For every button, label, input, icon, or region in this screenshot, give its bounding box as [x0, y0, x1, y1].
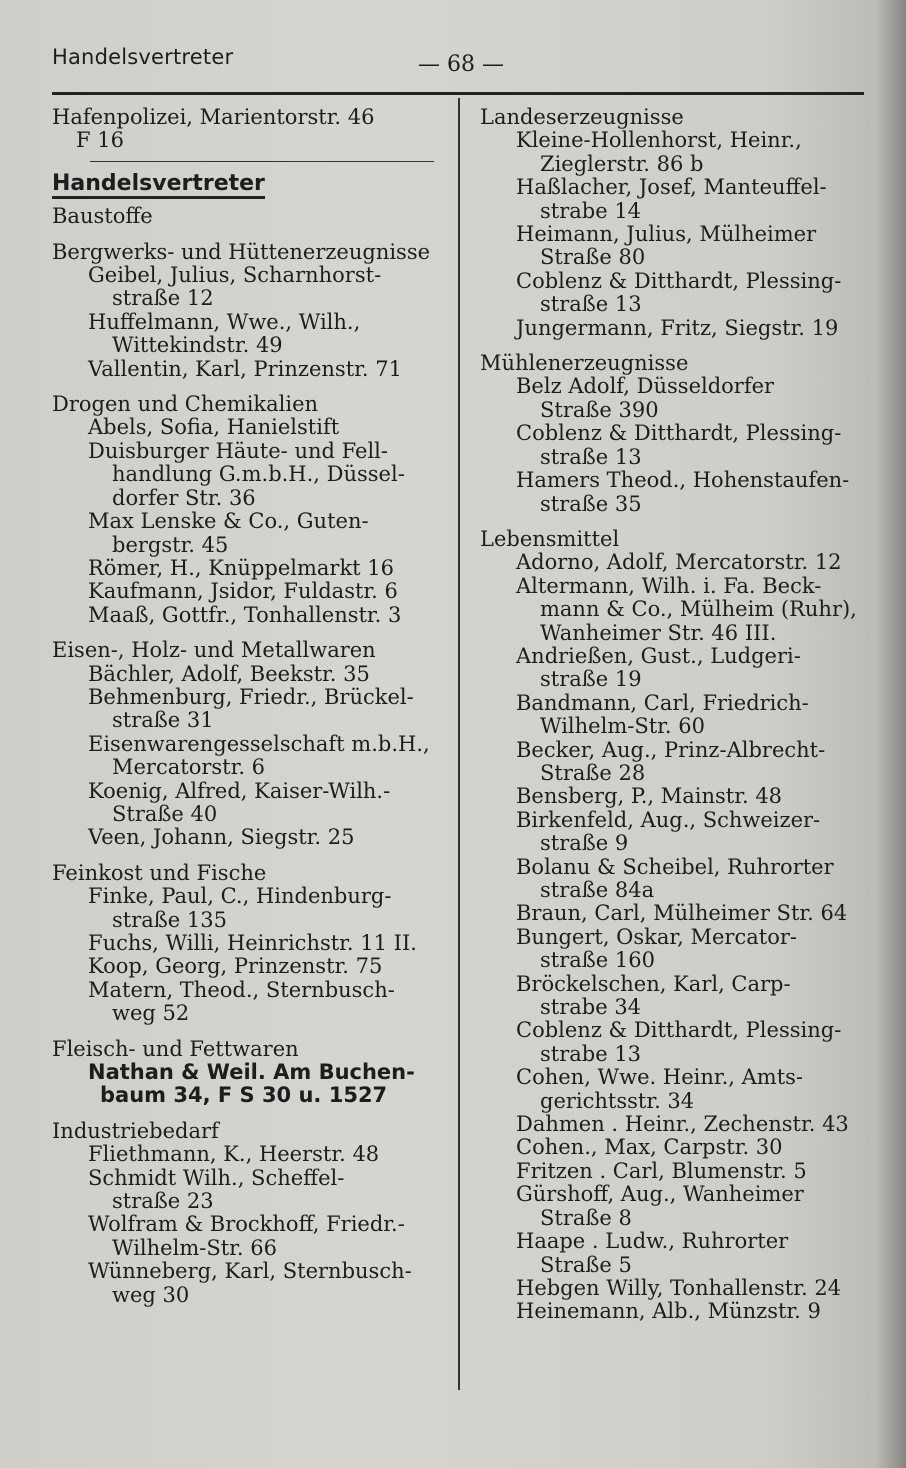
entry-line: Bensberg, P., Mainstr. 48	[516, 784, 783, 809]
directory-entry	[52, 1143, 448, 1166]
directory-entry	[52, 932, 448, 955]
category-heading: Mühlenerzeugnisse	[480, 351, 689, 376]
directory-entry	[480, 902, 876, 925]
entry-line: Geibel, Julius, Scharnhorst-	[88, 263, 382, 288]
entry-line: straße 9	[540, 831, 629, 856]
directory-entry	[52, 1167, 448, 1214]
directory-entry	[480, 1230, 876, 1277]
section-separator	[90, 161, 434, 162]
directory-entry	[480, 176, 876, 223]
directory-entry	[52, 358, 448, 381]
directory-entry	[52, 264, 448, 311]
running-title: Handelsvertreter	[52, 45, 234, 69]
section-title: Handelsvertreter	[52, 172, 265, 199]
directory-entry	[480, 1136, 876, 1159]
entry-line: straße 35	[540, 491, 642, 516]
directory-entry	[480, 317, 876, 340]
entry-line: Straße 28	[540, 760, 646, 785]
directory-entry	[480, 551, 876, 574]
entry-line: Koop, Georg, Prinzenstr. 75	[88, 954, 383, 979]
directory-entry	[480, 375, 876, 422]
entry-line: Dahmen . Heinr., Zechenstr. 43	[516, 1112, 849, 1137]
entry-line: Straße 5	[540, 1252, 632, 1277]
entry-line: Schmidt Wilh., Scheffel-	[88, 1165, 345, 1190]
entry-line: Koenig, Alfred, Kaiser-Wilh.-	[88, 778, 391, 803]
entry-line: Behmenburg, Friedr., Brückel-	[88, 684, 414, 709]
directory-entry	[480, 1183, 876, 1230]
entry-line: Haape . Ludw., Ruhrorter	[516, 1229, 789, 1254]
entry-line: strabe 13	[540, 1041, 642, 1066]
left-groups	[52, 205, 448, 1307]
category-heading: Feinkost und Fische	[52, 860, 267, 885]
entry-line: Straße 390	[540, 397, 659, 422]
entry-line: Coblenz & Ditthardt, Plessing-	[516, 268, 842, 293]
entry-line: straße 19	[540, 667, 642, 692]
directory-entry	[52, 885, 448, 932]
entry-line: Zieglerstr. 86 b	[540, 151, 704, 176]
directory-entry	[52, 311, 448, 358]
directory-entry	[480, 973, 876, 1020]
entry-line: Maaß, Gottfr., Tonhallenstr. 3	[88, 602, 402, 627]
entry-line: straße 12	[112, 286, 214, 311]
entry-line: Max Lenske & Co., Guten-	[88, 509, 369, 534]
binding-shadow	[876, 0, 906, 1468]
entry-line: straße 84a	[540, 878, 655, 902]
entry-line: Adorno, Adolf, Mercatorstr. 12	[516, 550, 842, 575]
entry-line: Coblenz & Ditthardt, Plessing-	[516, 1018, 842, 1043]
entry-line: mann & Co., Mülheim (Ruhr),	[540, 597, 857, 622]
category-heading: Fleisch- und Fettwaren	[52, 1036, 299, 1061]
directory-entry	[52, 955, 448, 978]
entry-line: Veen, Johann, Siegstr. 25	[88, 825, 355, 850]
directory-entry	[52, 663, 448, 686]
category-heading: Eisen-, Holz- und Metallwaren	[52, 638, 376, 663]
directory-entry	[480, 1113, 876, 1136]
directory-entry	[480, 223, 876, 270]
directory-entry	[52, 416, 448, 439]
entry-line: Bröckelschen, Karl, Carp-	[516, 971, 791, 996]
page-number: — 68 —	[418, 52, 504, 77]
directory-entry	[52, 826, 448, 849]
entry-line: Jungermann, Fritz, Siegstr. 19	[516, 315, 839, 340]
entry-line: Huffelmann, Wwe., Wilh.,	[88, 309, 361, 334]
entry-line: Wanheimer Str. 46 III.	[540, 620, 777, 645]
entry-line: Eisenwarengesselschaft m.b.H.,	[88, 731, 430, 756]
entry-line: Bolanu & Scheibel, Ruhrorter	[516, 854, 834, 879]
directory-entry	[480, 1300, 876, 1323]
entry-line: dorfer Str. 36	[112, 485, 256, 510]
entry-line: bergstr. 45	[112, 532, 229, 557]
category-heading: Industriebedarf	[52, 1118, 219, 1143]
directory-entry	[480, 645, 876, 692]
column-divider	[458, 98, 460, 1390]
entry-line: Cohen., Max, Carpstr. 30	[516, 1135, 783, 1160]
right-groups	[480, 106, 876, 1324]
entry-line: Braun, Carl, Mülheimer Str. 64	[516, 901, 848, 926]
entry-line: Fritzen . Carl, Blumenstr. 5	[516, 1158, 807, 1183]
directory-entry	[52, 604, 448, 627]
intro-line-2: F 16	[76, 128, 124, 153]
entry-line: Wittekindstr. 49	[112, 333, 283, 358]
entry-line: Römer, H., Knüppelmarkt 16	[88, 555, 395, 580]
category-heading: Drogen und Chemikalien	[52, 392, 319, 417]
entry-line: weg 30	[112, 1282, 190, 1307]
entry-line: Birkenfeld, Aug., Schweizer-	[516, 807, 821, 832]
directory-entry	[480, 422, 876, 469]
entry-line: Heimann, Julius, Mülheimer	[516, 222, 817, 247]
directory-entry	[52, 1213, 448, 1260]
directory-entry	[52, 440, 448, 510]
entry-line: Mercatorstr. 6	[112, 755, 266, 780]
directory-entry	[52, 1260, 448, 1307]
right-column	[480, 106, 876, 1324]
directory-entry	[52, 510, 448, 557]
directory-entry	[480, 1277, 876, 1300]
entry-line: Wolfram & Brockhoff, Friedr.-	[88, 1212, 405, 1237]
directory-entry	[480, 809, 876, 856]
directory-entry	[480, 1019, 876, 1066]
directory-entry	[52, 979, 448, 1026]
entry-line: Hamers Theod., Hohenstaufen-	[516, 468, 850, 493]
entry-line: Kleine-Hollenhorst, Heinr.,	[516, 128, 802, 153]
highlighted-entry-line: baum 34, F S 30 u. 1527	[100, 1083, 388, 1108]
entry-line: straße 23	[112, 1189, 214, 1214]
entry-line: Wilhelm-Str. 66	[112, 1235, 277, 1260]
category-heading: Bergwerks- und Hüttenerzeugnisse	[52, 239, 431, 264]
directory-entry	[480, 856, 876, 903]
entry-line: straße 135	[112, 907, 227, 932]
directory-entry	[52, 780, 448, 827]
directory-entry	[480, 575, 876, 645]
directory-entry	[480, 926, 876, 973]
directory-entry	[480, 469, 876, 516]
entry-line: Bächler, Adolf, Beekstr. 35	[88, 661, 370, 686]
directory-entry	[480, 785, 876, 808]
entry-line: Straße 80	[540, 245, 646, 270]
entry-line: Cohen, Wwe. Heinr., Amts-	[516, 1065, 804, 1090]
entry-line: Wünneberg, Karl, Sternbusch-	[88, 1259, 412, 1284]
category-heading: Landeserzeugnisse	[480, 105, 684, 129]
entry-line: Vallentin, Karl, Prinzenstr. 71	[88, 356, 402, 381]
entry-line: weg 52	[112, 1001, 190, 1026]
entry-line: Matern, Theod., Sternbusch-	[88, 977, 395, 1002]
entry-line: Bandmann, Carl, Friedrich-	[516, 690, 809, 715]
entry-line: Abels, Sofia, Hanielstift	[88, 415, 340, 440]
intro-entry	[52, 106, 448, 153]
directory-entry	[480, 739, 876, 786]
directory-entry	[480, 129, 876, 176]
entry-line: straße 160	[540, 948, 655, 973]
entry-line: Belz Adolf, Düsseldorfer	[516, 374, 775, 399]
entry-line: Bungert, Oskar, Mercator-	[516, 924, 797, 949]
directory-entry	[480, 270, 876, 317]
entry-line: straße 13	[540, 444, 642, 469]
intro-line-1: Hafenpolizei, Marientorstr. 46	[52, 105, 375, 129]
entry-line: gerichtsstr. 34	[540, 1088, 695, 1113]
directory-entry	[480, 1160, 876, 1183]
entry-line: handlung G.m.b.H., Düssel-	[112, 462, 405, 487]
entry-line: Fuchs, Willi, Heinrichstr. 11 II.	[88, 931, 417, 955]
entry-line: Finke, Paul, C., Hindenburg-	[88, 884, 392, 909]
category-heading: Baustoffe	[52, 204, 153, 229]
entry-line: Heinemann, Alb., Münzstr. 9	[516, 1299, 821, 1324]
entry-line: Straße 40	[112, 801, 218, 826]
entry-line: Wilhelm-Str. 60	[540, 714, 705, 739]
entry-line: Fliethmann, K., Heerstr. 48	[88, 1142, 380, 1167]
entry-line: Duisburger Häute- und Fell-	[88, 438, 388, 463]
entry-line: strabe 14	[540, 198, 642, 223]
directory-entry	[480, 692, 876, 739]
highlighted-entry-line: Nathan & Weil. Am Buchen-	[88, 1060, 415, 1085]
entry-line: Altermann, Wilh. i. Fa. Beck-	[516, 573, 822, 598]
entry-line: Andrießen, Gust., Ludgeri-	[516, 643, 801, 668]
entry-line: Becker, Aug., Prinz-Albrecht-	[516, 737, 826, 762]
directory-entry	[52, 733, 448, 780]
directory-entry	[52, 580, 448, 603]
entry-line: strabe 34	[540, 995, 642, 1020]
entry-line: Coblenz & Ditthardt, Plessing-	[516, 421, 842, 446]
entry-line: Kaufmann, Jsidor, Fuldastr. 6	[88, 579, 398, 604]
category-heading: Lebensmittel	[480, 526, 620, 551]
directory-entry	[480, 1066, 876, 1113]
entry-line: Hebgen Willy, Tonhallenstr. 24	[516, 1275, 842, 1300]
entry-line: straße 31	[112, 708, 214, 733]
entry-line: Straße 8	[540, 1205, 632, 1230]
header-rule	[52, 92, 864, 95]
highlighted-entry	[52, 1061, 448, 1108]
entry-line: Haßlacher, Josef, Manteuffel-	[516, 175, 827, 200]
left-column	[52, 106, 448, 1307]
entry-line: Gürshoff, Aug., Wanheimer	[516, 1182, 804, 1207]
directory-entry	[52, 557, 448, 580]
entry-line: straße 13	[540, 292, 642, 317]
directory-entry	[52, 686, 448, 733]
